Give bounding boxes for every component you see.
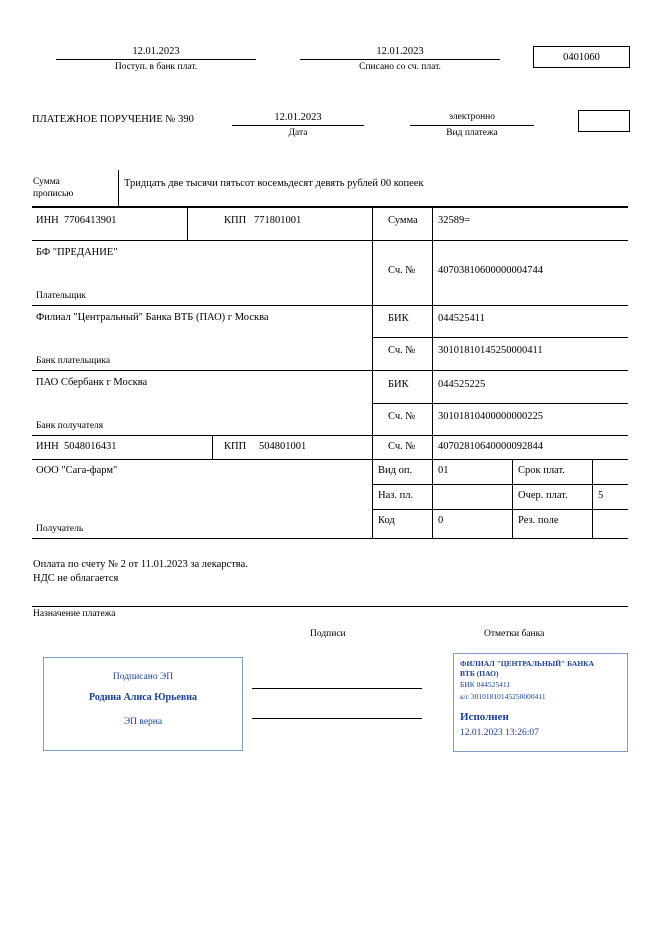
grid-vline-kpp [187,207,188,240]
payee-bank-caption: Банк получателя [36,421,104,431]
stamp-bik: БИК 044525411 [460,680,511,689]
sum-value: 32589= [438,215,471,226]
received-date-value: 12.01.2023 [132,46,180,57]
payer-inn-value: 7706413901 [64,215,117,226]
stamp-datetime: 12.01.2023 13:26:07 [460,728,539,738]
code-value: 0 [438,515,444,526]
payment-purpose-line1: Оплата по счету № 2 от 11.01.2023 за лекарства. [33,559,248,570]
document-date-value: 12.01.2023 [274,112,322,123]
code-label: Код [378,515,395,526]
op-type-label: Вид оп. [378,465,413,476]
grid-vline-details-col [432,459,433,538]
grid-hline-4 [32,370,628,371]
payment-type-slot [410,112,534,138]
payer-bank-bik-value: 044525411 [438,313,485,324]
payee-bank-bik-label: БИК [388,379,409,390]
grid-hline-7 [32,459,628,460]
queue-label: Очер. плат. [518,490,568,501]
grid-vline-acct-col-1 [432,240,433,338]
amount-words-caption [33,176,73,200]
payer-kpp-label: КПП [224,215,247,226]
payer-name-value: БФ "ПРЕДАНИЕ" [36,247,118,258]
bank-stamp-block [453,653,628,752]
esign-signer-name: Родина Алиса Юрьевна [88,692,198,703]
document-date-caption: Дата [288,128,308,138]
payee-account-label: Сч. № [388,441,416,452]
grid-hline-9 [372,509,628,510]
amount-words-value: Тридцать две тысячи пятьсот восемьдесят девять рублей 00 копеек [124,178,424,189]
amount-words-caption-line1: Сумма [33,177,60,187]
writtenoff-date-slot [300,46,500,72]
grid-hline-1 [32,240,628,241]
esign-signed-label: Подписано ЭП [112,672,174,682]
grid-vline-payee-kpp [212,435,213,459]
stamp-status: Исполнен [460,711,509,723]
payer-bank-account-label: Сч. № [388,345,416,356]
grid-hline-3 [372,337,628,338]
stamp-corr-account: к/с 30101810145250000411 [460,692,546,701]
payer-bank-name-value: Филиал "Центральный" Банка ВТБ (ПАО) г Москва [36,312,269,323]
payer-bank-account-value: 30101810145250000411 [438,345,543,356]
signature-rule-2 [252,718,422,719]
grid-hline-8 [372,484,628,485]
sum-label: Сумма [388,215,418,226]
payee-inn-label: ИНН [36,441,59,452]
payee-bank-bik-value: 044525225 [438,379,486,390]
grid-vline-right-col [372,207,373,538]
received-date-caption: Поступ. в банк плат. [114,62,198,72]
payer-account-value: 40703810600000004744 [438,265,543,276]
esign-valid-label: ЭП верна [123,717,163,727]
document-date-slot [232,112,364,138]
signatures-caption: Подписи [310,629,346,639]
document-title: ПЛАТЕЖНОЕ ПОРУЧЕНИЕ № 390 [32,114,194,125]
payment-purpose-caption: Назначение платежа [33,609,116,619]
electronic-signature-block [43,657,243,751]
term-label: Срок плат. [518,465,565,476]
stamp-bank-name-line1: ФИЛИАЛ "ЦЕНТРАЛЬНЫЙ" БАНКА [460,659,595,668]
grid-hline-2 [32,305,628,306]
payee-bank-account-label: Сч. № [388,411,416,422]
grid-hline-5 [372,403,628,404]
received-date-slot [56,46,256,72]
form-code-value: 0401060 [563,51,600,63]
payer-bank-caption: Банк плательщика [36,356,111,366]
payment-purpose-rule [32,606,628,607]
amount-words-divider [118,170,119,207]
grid-vline-details-right [592,459,593,538]
grid-hline-0 [32,207,628,208]
grid-vline-details-mid [512,459,513,538]
payment-purpose-line2: НДС не облагается [33,573,119,584]
amount-words-caption-line2: прописью [33,189,74,199]
payee-kpp-value: 504801001 [259,441,307,452]
payee-bank-account-value: 30101810400000000225 [438,411,543,422]
queue-value: 5 [598,490,604,501]
form-code-box [533,46,630,68]
payer-inn-label: ИНН [36,215,59,226]
grid-hline-6 [32,435,628,436]
bank-marks-caption: Отметки банка [484,629,545,639]
payer-caption: Плательщик [36,291,87,301]
payee-account-value: 40702810640000092844 [438,441,543,452]
payment-type-box [578,110,630,132]
payment-type-value: электронно [448,112,496,122]
signature-rule-1 [252,688,422,689]
stamp-bank-name-line2: ВТБ (ПАО) [460,668,499,678]
grid-vline-sum-col [432,207,433,240]
writtenoff-date-caption: Списано со сч. плат. [359,62,441,72]
payer-account-label: Сч. № [388,265,416,276]
payer-bank-bik-label: БИК [388,313,409,324]
payer-kpp-value: 771801001 [254,215,302,226]
main-table [32,207,628,539]
purpose-code-label: Наз. пл. [378,490,414,501]
writtenoff-date-value: 12.01.2023 [376,46,424,57]
payee-caption: Получатель [36,524,84,534]
reserve-label: Рез. поле [518,515,559,526]
payee-bank-name-value: ПАО Сбербанк г Москва [36,377,148,388]
payee-kpp-label: КПП [224,441,247,452]
grid-vline-acct-col-2 [432,338,433,403]
payment-purpose-text [33,558,248,586]
op-type-value: 01 [438,465,449,476]
grid-hline-10 [32,538,628,539]
payee-name-value: ООО "Сага-фарм" [36,465,118,476]
payee-inn-value: 5048016431 [64,441,117,452]
payment-type-caption: Вид платежа [446,128,498,138]
grid-vline-acct-col-3 [432,403,433,459]
